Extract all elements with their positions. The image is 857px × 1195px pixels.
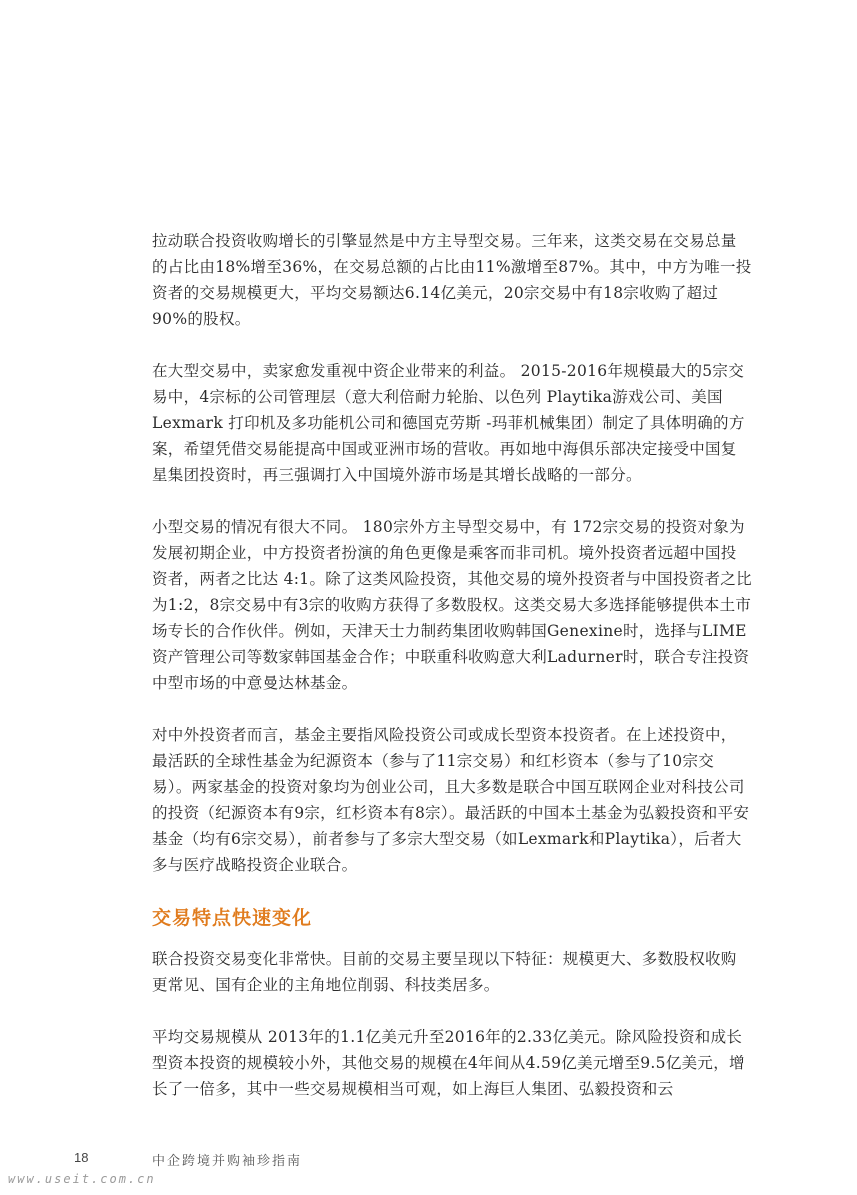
page-number: 18 xyxy=(74,1150,89,1165)
footer-title: 中企跨境并购袖珍指南 xyxy=(152,1154,303,1169)
paragraph-funds: 对中外投资者而言，基金主要指风险投资公司或成长型资本投资者。在上述投资中，最活跃的全球性基金为纪源资本（参与了11宗交易）和红杉资本（参与了10宗交易）。两家基金的投资对象均为创业公司，且大多数是联合中国互联网企业对科技公司的投资（纪源资本有9宗，红杉资本有8宗）。最活跃的中国本土基金为弘毅投资和平安基金（均有6宗交易），前者参与了多宗大型交易（如Lexmark和Playtika），后者大多与医疗战略投资企业联合。 xyxy=(152,726,750,874)
document-body xyxy=(152,228,752,1128)
watermark: www.useit.com.cn xyxy=(8,1172,156,1186)
paragraph-lead-deals: 拉动联合投资收购增长的引擎显然是中方主导型交易。三年来，这类交易在交易总量的占比由18%增至36%，在交易总额的占比由11%激增至87%。其中，中方为唯一投资者的交易规模更大，平均交易额达6.14亿美元，20宗交易中有18宗收购了超过90%的股权。 xyxy=(152,232,752,328)
paragraph-deal-size: 平均交易规模从 2013年的1.1亿美元升至2016年的2.33亿美元。除风险投资和成长型资本投资的规模较小外，其他交易的规模在4年间从4.59亿美元增至9.5亿美元，增长了一倍多，其中一些交易规模相当可观，如上海巨人集团、弘毅投资和云 xyxy=(152,1028,745,1098)
paragraph-features: 联合投资交易变化非常快。目前的交易主要呈现以下特征：规模更大、多数股权收购更常见、国有企业的主角地位削弱、科技类居多。 xyxy=(152,950,737,994)
paragraph-small-deals: 小型交易的情况有很大不同。 180宗外方主导型交易中，有 172宗交易的投资对象为发展初期企业，中方投资者扮演的角色更像是乘客而非司机。境外投资者远超中国投资者，两者之比达 4:1。除了这类风险投资，其他交易的境外投资者与中国投资者之比为1:2，8宗交易中有3宗的收购方获得了多数股权。这类交易大多选择能够提供本土市场专长的合作伙伴。例如，天津天士力制药集团收购韩国Genexine时，选择与LIME资产管理公司等数家韩国基金合作；中联重科收购意大利Ladurner时，联合专注投资中型市场的中意曼达林基金。 xyxy=(152,518,752,692)
paragraph-large-deals: 在大型交易中，卖家愈发重视中资企业带来的利益。 2015-2016年规模最大的5宗交易中，4宗标的公司管理层（意大利倍耐力轮胎、以色列 Playtika游戏公司、美国Lexmark 打印机及多功能机公司和德国克劳斯 -玛菲机械集团）制定了具体明确的方案，希望凭借交易能提高中国或亚洲市场的营收。再如地中海俱乐部决定接受中国复星集团投资时，再三强调打入中国境外游市场是其增长战略的一部分。 xyxy=(152,362,745,484)
section-heading: 交易特点快速变化 xyxy=(152,907,313,929)
